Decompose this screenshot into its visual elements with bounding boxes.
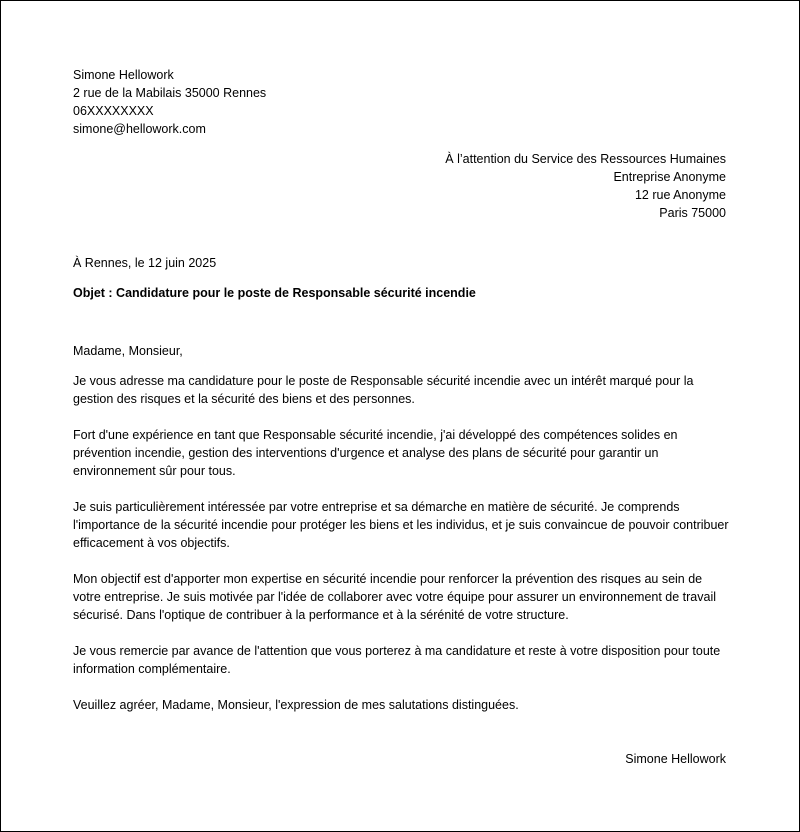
letter-subject: Objet : Candidature pour le poste de Responsable sécurité incendie: [73, 286, 476, 300]
body-paragraph: Mon objectif est d'apporter mon expertise en sécurité incendie pour renforcer la prévention des risques au sein de votre entreprise. Je suis motivée par l'idée de collaborer avec votre équipe pour assurer un environnement de travail sécurisé. Dans l'optique de contribuer à la performance et à la sérénité de votre structure.: [73, 572, 717, 622]
sender-address: 2 rue de la Mabilais 35000 Rennes: [73, 86, 267, 100]
sender-block: [73, 66, 473, 138]
recipient-attention: À l’attention du Service des Ressources Humaines: [445, 152, 726, 166]
closing-paragraph: Veuillez agréer, Madame, Monsieur, l'expression de mes salutations distinguées.: [73, 698, 519, 712]
letter-salutation: Madame, Monsieur,: [73, 344, 183, 358]
letter-body: [73, 342, 729, 732]
sender-phone: 06XXXXXXXX: [73, 104, 154, 118]
body-paragraph: Fort d'une expérience en tant que Responsable sécurité incendie, j'ai développé des compétences solides en prévention incendie, gestion des interventions d'urgence et analyse des plans de sécurité pour garantir un environnement sûr pour tous.: [73, 428, 678, 478]
body-paragraph: Je vous adresse ma candidature pour le poste de Responsable sécurité incendie avec un intérêt marqué pour la gestion des risques et la sécurité des biens et des personnes.: [73, 374, 694, 406]
letter-date: À Rennes, le 12 juin 2025: [73, 256, 217, 270]
sender-email: simone@hellowork.com: [73, 122, 206, 136]
signature: Simone Hellowork: [625, 752, 726, 766]
body-paragraph: Je suis particulièrement intéressée par votre entreprise et sa démarche en matière de sécurité. Je comprends l'importance de la sécurité incendie pour protéger les biens et les individus, et je suis convaincue de pouvoir contribuer efficacement à vos objectifs.: [73, 500, 729, 550]
recipient-street: 12 rue Anonyme: [634, 188, 726, 202]
sender-name: Simone Hellowork: [73, 68, 174, 82]
recipient-block: [306, 150, 726, 222]
recipient-city: Paris 75000: [659, 206, 726, 220]
recipient-company: Entreprise Anonyme: [613, 170, 726, 184]
body-paragraph: Je vous remercie par avance de l'attention que vous porterez à ma candidature et reste à votre disposition pour toute information complémentaire.: [73, 644, 721, 676]
